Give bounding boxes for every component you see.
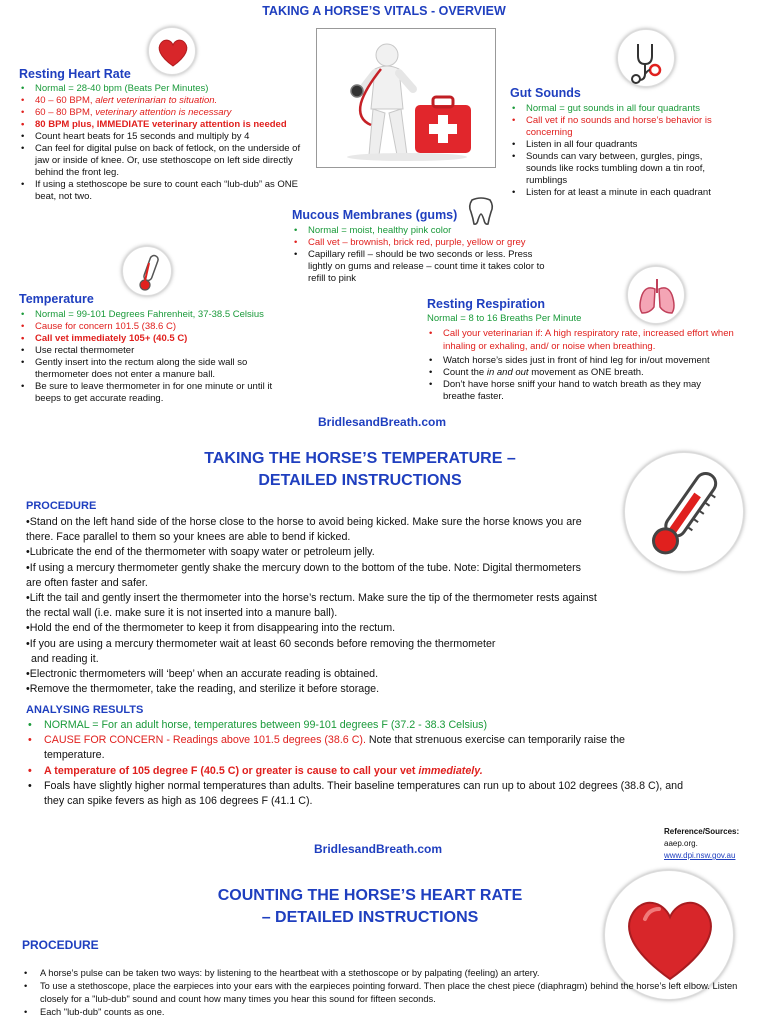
temperature-rectal: • Use rectal thermometer bbox=[19, 345, 299, 357]
gut-sounds-heading: Gut Sounds bbox=[510, 86, 581, 100]
temp-detail-title bbox=[160, 448, 560, 492]
temperature-normal: • Normal = 99-101 Degrees Fahrenheit, 37-38.5 Celsius bbox=[19, 309, 299, 321]
respiration-section bbox=[427, 297, 757, 403]
heart-step-each: • Each "lub-dub" counts as one. bbox=[0, 1006, 760, 1019]
thermometer-icon bbox=[123, 247, 173, 297]
result-concern bbox=[18, 733, 678, 763]
result-call-vet-em: immediately. bbox=[418, 764, 483, 777]
stethoscope-icon-circle bbox=[617, 29, 675, 87]
temp-step-wait-cont: and reading it. bbox=[31, 652, 99, 665]
mucous-heading: Mucous Membranes (gums) bbox=[292, 208, 458, 222]
respiration-count-b: movement as ONE breath. bbox=[528, 367, 644, 378]
heart-step-stethoscope: • To use a stethoscope, place the earpieces into your ears with the earpieces pointing forward. Then place the chest piece (diaphragm) behind the horse’s left elbow. Listen closely for a "lub-dub" sound and count how many times you hear this sound for fifteen seconds. bbox=[0, 980, 740, 1006]
heart-step-two-ways: • A horse’s pulse can be taken two ways: by listening to the heartbeat with a stethoscope or by palpating (feeling) an artery. bbox=[0, 967, 760, 980]
temperature-concern: • Cause for concern 101.5 (38.6 C) bbox=[19, 321, 299, 333]
temp-step-remove: •Remove the thermometer, take the reading, and sterilize it before storage. bbox=[26, 683, 380, 696]
gut-sounds-vary: • Sounds can vary between, gurgles, pings, sounds like rocks tumbling down a tin roof, rumblings bbox=[510, 151, 735, 187]
result-concern-rest: - Readings above 101.5 degrees (38.6 C). bbox=[163, 734, 366, 747]
heart-procedure-list bbox=[0, 967, 760, 1019]
heart-rate-normal: • Normal = 28-40 bpm (Beats Per Minutes) bbox=[19, 83, 309, 95]
temperature-insert: • Gently insert into the rectum along the side wall so thermometer does not enter a manure ball. bbox=[19, 357, 289, 381]
result-concern-note: Note that strenuous exercise can temporarily raise the temperature. bbox=[44, 734, 625, 762]
reference-block bbox=[664, 826, 739, 862]
result-call-vet-text: A temperature of 105 degree F (40.5 C) or greater is cause to call your vet bbox=[44, 764, 419, 777]
temp-step-wait: •If you are using a mercury thermometer wait at least 60 seconds before removing the thermometer bbox=[26, 637, 496, 650]
heart-rate-heading: Resting Heart Rate bbox=[19, 67, 131, 81]
thermometer-icon-circle bbox=[122, 246, 172, 296]
respiration-count-a: Count the bbox=[443, 367, 487, 378]
gut-sounds-call-vet: • Call vet if no sounds and horse’s behavior is concerning bbox=[510, 115, 730, 139]
respiration-watch: • Watch horse’s sides just in front of hind leg for in/out movement bbox=[427, 355, 757, 367]
temperature-call-vet: • Call vet immediately 105+ (40.5 C) bbox=[19, 333, 299, 345]
heart-detail-title-line1: COUNTING THE HORSE’S HEART RATE bbox=[217, 887, 523, 904]
reference-aaep: aaep.org. bbox=[664, 839, 698, 848]
temp-procedure-heading: PROCEDURE bbox=[26, 500, 97, 512]
heart-rate-count: • Count heart beats for 15 seconds and multiply by 4 bbox=[19, 131, 309, 143]
temperature-section bbox=[19, 292, 299, 405]
stethoscope-icon bbox=[618, 30, 676, 88]
respiration-call-vet-period: . bbox=[652, 341, 656, 352]
heart-rate-alert-text: alert veterinarian to situation. bbox=[95, 95, 218, 106]
respiration-heading: Resting Respiration bbox=[427, 297, 546, 311]
heart-rate-lubdub: • If using a stethoscope be sure to count each “lub-dub” as ONE beat, not two. bbox=[19, 179, 304, 203]
heart-rate-necessary-range: 60 – 80 BPM, bbox=[35, 107, 96, 118]
analysing-heading: ANALYSING RESULTS bbox=[26, 704, 144, 716]
respiration-count bbox=[427, 367, 757, 379]
heart-rate-necessary bbox=[19, 107, 309, 119]
respiration-call-vet-text: Call your veterinarian if: A high respiratory rate, increased effort when inhaling or exhaling, and/ or noise when breathing bbox=[443, 328, 734, 352]
temp-step-mercury: •If using a mercury thermometer gently shake the mercury down to the bottom of the tube. Note: Digital thermometers are often faster and safer. bbox=[26, 561, 581, 589]
analysing-results bbox=[18, 718, 698, 809]
gut-sounds-quadrants: • Listen in all four quadrants bbox=[510, 139, 765, 151]
gut-sounds-listen: • Listen for at least a minute in each quadrant bbox=[510, 187, 765, 199]
site-name-middle[interactable]: BridlesandBreath.com bbox=[314, 842, 443, 856]
heart-detail-title-line2: – DETAILED INSTRUCTIONS bbox=[261, 909, 479, 926]
respiration-call-vet bbox=[427, 327, 745, 353]
overview-title: TAKING A HORSE’S VITALS - OVERVIEW bbox=[262, 4, 506, 18]
temp-step-stand: •Stand on the left hand side of the horse close to the horse to avoid being kicked. Make sure the horse knows you are there. Face parallel to them so your knees are able to bend if kicked. bbox=[26, 516, 582, 544]
temp-procedure-list bbox=[26, 515, 616, 697]
heart-procedure-heading: PROCEDURE bbox=[22, 938, 99, 952]
heart-rate-necessary-text: veterinary attention is necessary bbox=[95, 107, 232, 118]
temp-step-beep: •Electronic thermometers will ‘beep’ when an accurate reading is obtained. bbox=[26, 668, 379, 681]
reference-label: Reference/Sources: bbox=[664, 827, 740, 836]
site-name-top[interactable]: BridlesandBreath.com bbox=[318, 415, 447, 429]
temp-step-hold: •Hold the end of the thermometer to keep it from disappearing into the rectum. bbox=[26, 622, 396, 635]
gut-sounds-section bbox=[510, 86, 765, 199]
heart-rate-alert bbox=[19, 95, 309, 107]
result-normal: • NORMAL = For an adult horse, temperatures between 99-101 degrees F (37.2 - 38.3 Celsius) bbox=[18, 718, 698, 733]
reference-dpi-link[interactable]: www.dpi.nsw.gov.au bbox=[664, 851, 736, 860]
respiration-sniff: • Don’t have horse sniff your hand to watch breath as they may breathe faster. bbox=[427, 379, 732, 403]
heart-rate-section bbox=[19, 67, 309, 203]
heart-rate-alert-range: 40 – 60 BPM, bbox=[35, 95, 96, 106]
temp-detail-title-line2: DETAILED INSTRUCTIONS bbox=[258, 472, 462, 489]
temperature-leave: • Be sure to leave thermometer in for one minute or until it beeps to get accurate reading. bbox=[19, 381, 294, 405]
mucous-section bbox=[292, 208, 562, 285]
result-foals: • Foals have slightly higher normal temperatures than adults. Their baseline temperatures can run up to about 102 degrees (38.8 C), and they can spike fevers as high as 106 degrees F (41.1 C). bbox=[18, 779, 698, 809]
result-call-vet bbox=[18, 764, 698, 779]
result-concern-label: CAUSE FOR CONCERN bbox=[44, 734, 164, 747]
heart-rate-pulse: • Can feel for digital pulse on back of fetlock, on the underside of jaw or inside of knee. Or, use stethoscope on left side directly behind the front leg. bbox=[19, 143, 304, 179]
heart-detail-title bbox=[170, 885, 570, 929]
respiration-count-em: in and out bbox=[486, 367, 529, 378]
temp-step-lubricate: •Lubricate the end of the thermometer with soapy water or petroleum jelly. bbox=[26, 546, 375, 559]
temperature-heading: Temperature bbox=[19, 292, 94, 306]
doctor-illustration-frame bbox=[316, 28, 496, 168]
heart-rate-immediate: • 80 BPM plus, IMMEDIATE veterinary attention is needed bbox=[19, 119, 309, 131]
doctor-first-aid-illustration bbox=[317, 29, 495, 167]
temp-step-insert: •Lift the tail and gently insert the thermometer into the horse’s rectum. Make sure the tip of the thermometer rests against the rectal wall (i.e. make sure it is not inserted into a manure ball). bbox=[26, 592, 597, 620]
mucous-normal: • Normal = moist, healthy pink color bbox=[292, 225, 562, 237]
mucous-capillary: • Capillary refill – should be two seconds or less. Press lightly on gums and release – count time it takes color to refill to pink bbox=[292, 249, 547, 285]
big-thermometer-circle bbox=[624, 452, 744, 572]
temp-detail-title-line1: TAKING THE HORSE’S TEMPERATURE – bbox=[204, 450, 516, 467]
mucous-call-vet: • Call vet – brownish, brick red, purple, yellow or grey bbox=[292, 237, 562, 249]
big-thermometer-icon bbox=[625, 453, 745, 573]
gut-sounds-normal: • Normal = gut sounds in all four quadrants bbox=[510, 103, 765, 115]
respiration-normal: Normal = 8 to 16 Breaths Per Minute bbox=[427, 313, 582, 324]
